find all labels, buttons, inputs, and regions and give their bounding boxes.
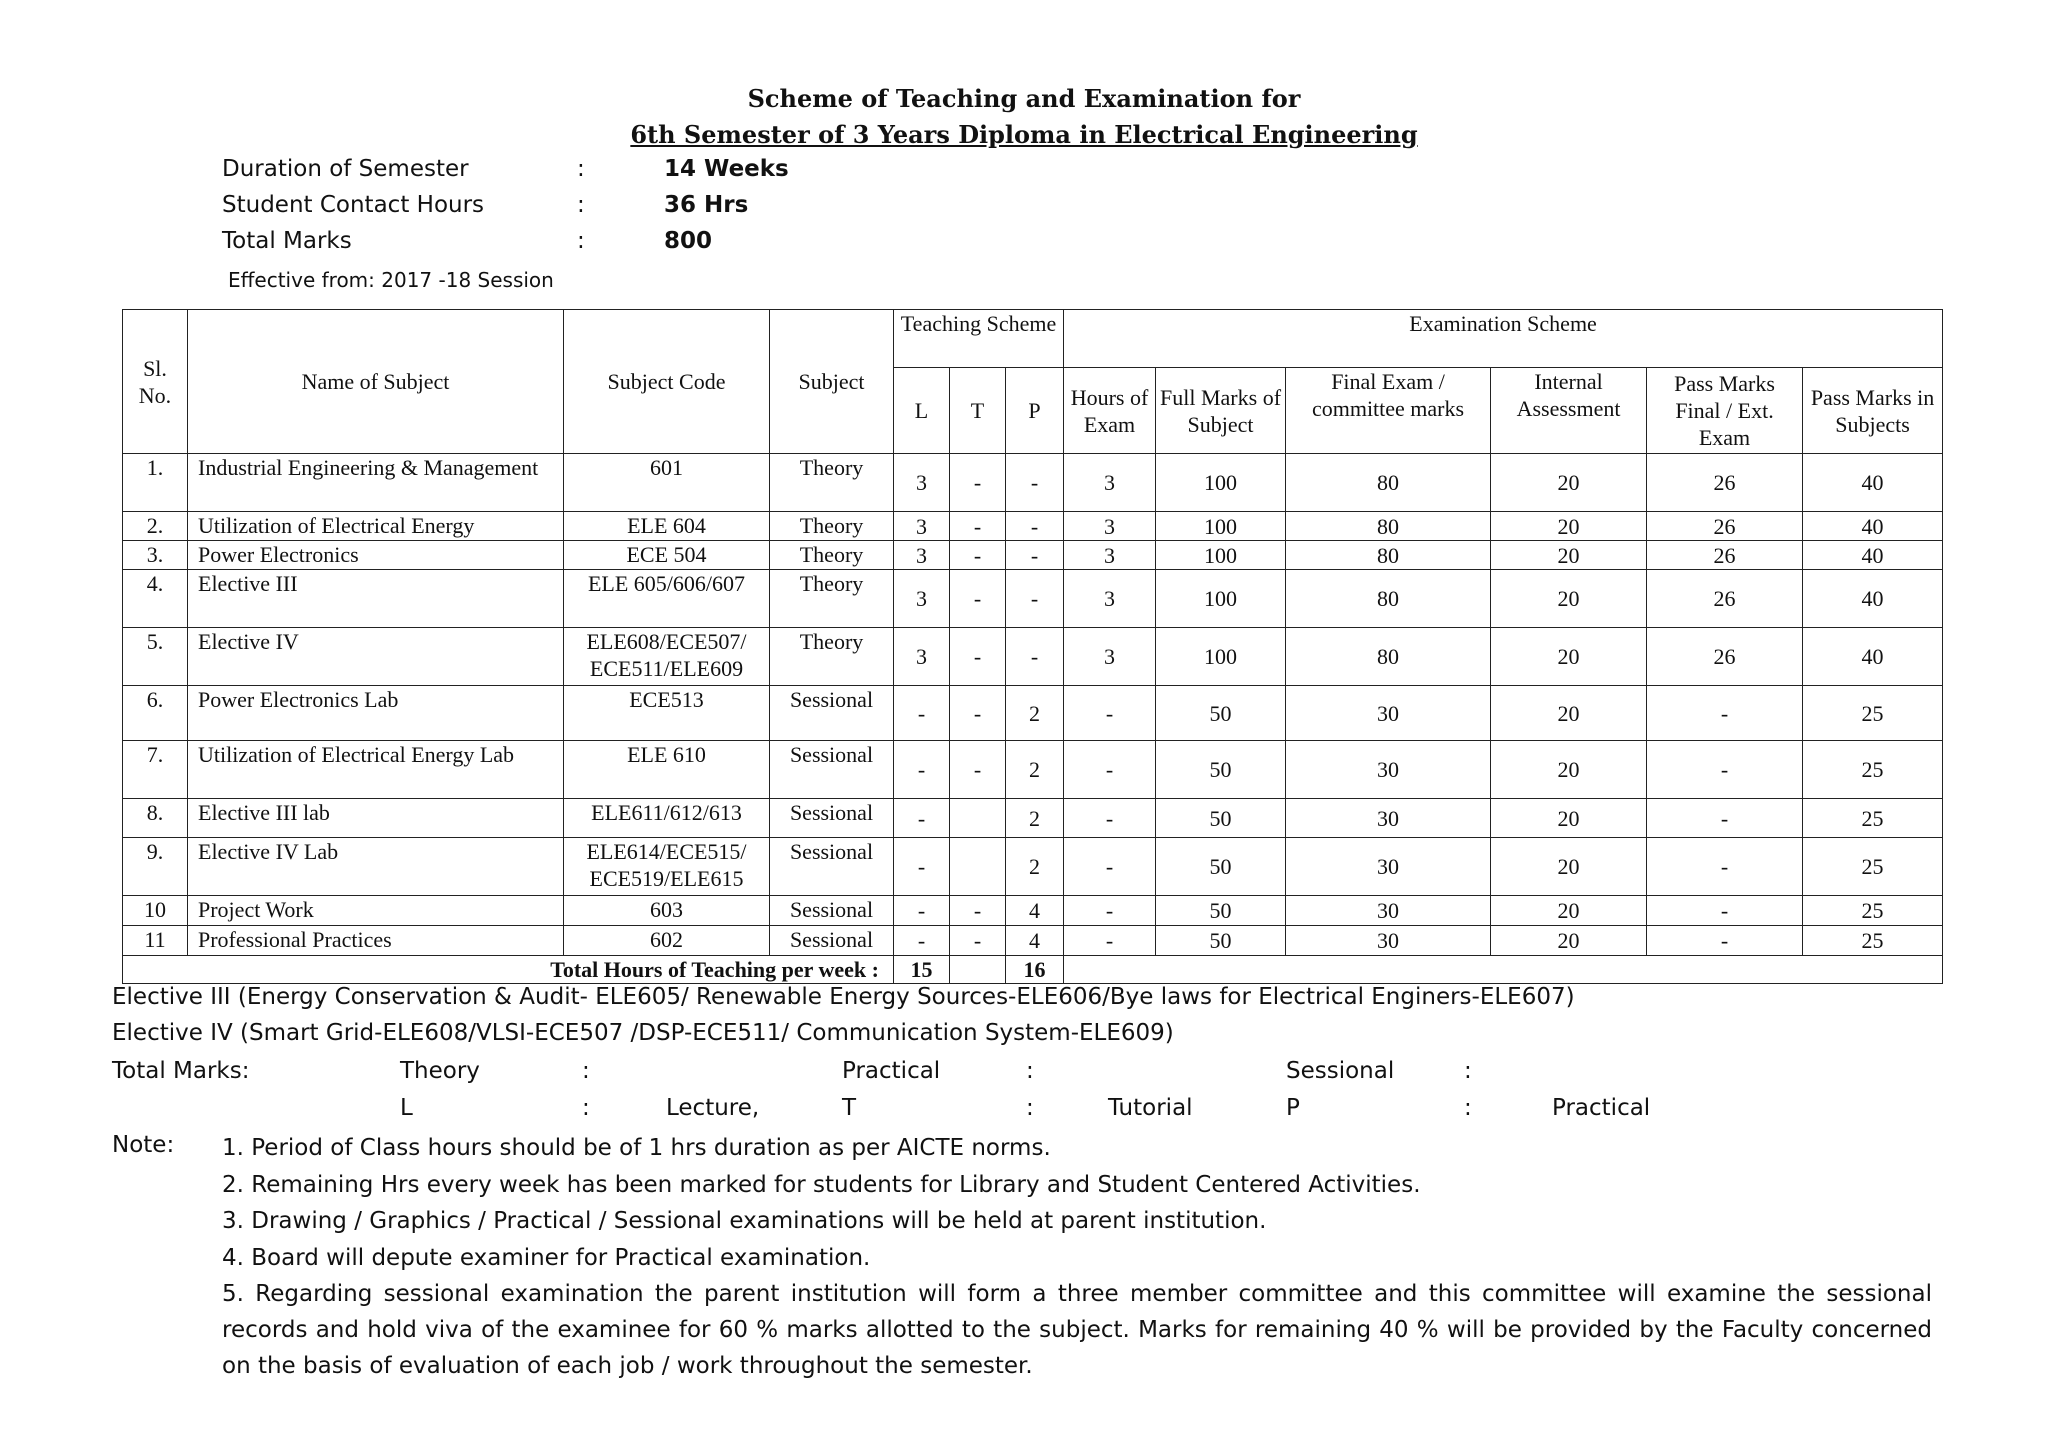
- header-p: P: [1006, 368, 1064, 454]
- cell-internal: 20: [1491, 541, 1647, 570]
- total-marks-sessional: Sessional: [1286, 1058, 1395, 1084]
- cell-pass-final: -: [1647, 799, 1803, 838]
- abbr-tutorial: Tutorial: [1108, 1095, 1193, 1121]
- cell-final: 30: [1286, 838, 1491, 896]
- note-item-4: 4. Board will depute examiner for Practical examination.: [222, 1245, 871, 1271]
- header-examination-scheme: Examination Scheme: [1064, 310, 1943, 368]
- meta-label: Total Marks: [222, 228, 352, 254]
- cell-t: -: [950, 454, 1006, 512]
- cell-full-marks: 50: [1156, 741, 1286, 799]
- cell-pass-subject: 40: [1803, 628, 1943, 686]
- cell-hours: 3: [1064, 454, 1156, 512]
- document-subtitle: 6th Semester of 3 Years Diploma in Electrical Engineering: [630, 120, 1418, 149]
- cell-l: -: [894, 838, 950, 896]
- cell-pass-subject: 25: [1803, 838, 1943, 896]
- cell-subject: Sessional: [770, 686, 894, 741]
- cell-internal: 20: [1491, 454, 1647, 512]
- cell-final: 30: [1286, 896, 1491, 926]
- cell-code: ELE 605/606/607: [564, 570, 770, 628]
- cell-pass-subject: 25: [1803, 799, 1943, 838]
- cell-subject: Theory: [770, 541, 894, 570]
- cell-final: 30: [1286, 799, 1491, 838]
- cell-pass-subject: 25: [1803, 896, 1943, 926]
- total-empty: [1064, 956, 1943, 984]
- abbr-l: L: [400, 1095, 413, 1121]
- cell-internal: 20: [1491, 628, 1647, 686]
- cell-p: 2: [1006, 838, 1064, 896]
- table-row: [123, 799, 1943, 838]
- cell-t: -: [950, 926, 1006, 956]
- cell-hours: -: [1064, 896, 1156, 926]
- cell-full-marks: 100: [1156, 512, 1286, 541]
- abbr-colon: :: [582, 1095, 590, 1121]
- table-body: [123, 454, 1943, 984]
- header-final-exam: Final Exam / committee marks: [1286, 368, 1491, 454]
- table-row: [123, 512, 1943, 541]
- header-full-marks: Full Marks of Subject: [1156, 368, 1286, 454]
- abbr-practical: Practical: [1552, 1095, 1651, 1121]
- cell-code: 603: [564, 896, 770, 926]
- total-marks-colon: :: [582, 1058, 590, 1084]
- cell-t: -: [950, 686, 1006, 741]
- cell-final: 80: [1286, 570, 1491, 628]
- abbr-colon: :: [1464, 1095, 1472, 1121]
- cell-pass-final: 26: [1647, 628, 1803, 686]
- cell-p: 2: [1006, 741, 1064, 799]
- header-hours-of-exam: Hours of Exam: [1064, 368, 1156, 454]
- cell-final: 80: [1286, 628, 1491, 686]
- cell-final: 30: [1286, 926, 1491, 956]
- elective-iv-legend: Elective IV (Smart Grid-ELE608/VLSI-ECE507 /DSP-ECE511/ Communication System-ELE609): [112, 1020, 1174, 1046]
- cell-internal: 20: [1491, 799, 1647, 838]
- header-subject: Subject: [770, 310, 894, 454]
- cell-p: -: [1006, 541, 1064, 570]
- cell-l: 3: [894, 628, 950, 686]
- total-marks-theory: Theory: [400, 1058, 480, 1084]
- cell-sl: 11: [123, 926, 188, 956]
- cell-name: Professional Practices: [188, 926, 564, 956]
- table-row: [123, 741, 1943, 799]
- cell-full-marks: 50: [1156, 896, 1286, 926]
- cell-internal: 20: [1491, 570, 1647, 628]
- meta-label: Duration of Semester: [222, 156, 469, 182]
- cell-internal: 20: [1491, 686, 1647, 741]
- note-item-3: 3. Drawing / Graphics / Practical / Sessional examinations will be held at parent institution.: [222, 1208, 1267, 1234]
- cell-sl: 7.: [123, 741, 188, 799]
- cell-sl: 9.: [123, 838, 188, 896]
- cell-full-marks: 50: [1156, 926, 1286, 956]
- cell-pass-final: -: [1647, 741, 1803, 799]
- header-internal-assessment: Internal Assessment: [1491, 368, 1647, 454]
- cell-l: 3: [894, 541, 950, 570]
- header-subject-code: Subject Code: [564, 310, 770, 454]
- table-row: [123, 838, 1943, 896]
- cell-code: ELE611/612/613: [564, 799, 770, 838]
- table-row: [123, 628, 1943, 686]
- cell-t: -: [950, 512, 1006, 541]
- cell-p: 2: [1006, 799, 1064, 838]
- cell-pass-final: -: [1647, 686, 1803, 741]
- cell-code: ELE 610: [564, 741, 770, 799]
- meta-value: 36 Hrs: [664, 192, 749, 218]
- cell-hours: -: [1064, 799, 1156, 838]
- meta-colon: :: [577, 192, 585, 218]
- cell-name: Power Electronics: [188, 541, 564, 570]
- cell-pass-subject: 25: [1803, 926, 1943, 956]
- cell-pass-final: 26: [1647, 570, 1803, 628]
- cell-l: -: [894, 686, 950, 741]
- cell-l: 3: [894, 512, 950, 541]
- cell-sl: 2.: [123, 512, 188, 541]
- cell-full-marks: 100: [1156, 628, 1286, 686]
- total-marks-colon: :: [1464, 1058, 1472, 1084]
- total-row: [123, 956, 1943, 984]
- total-marks-colon: :: [1026, 1058, 1034, 1084]
- table-row: [123, 686, 1943, 741]
- cell-name: Power Electronics Lab: [188, 686, 564, 741]
- cell-pass-subject: 40: [1803, 454, 1943, 512]
- cell-full-marks: 100: [1156, 541, 1286, 570]
- total-l: 15: [894, 956, 950, 984]
- cell-pass-subject: 40: [1803, 541, 1943, 570]
- header-t: T: [950, 368, 1006, 454]
- cell-sl: 4.: [123, 570, 188, 628]
- abbr-lecture: Lecture,: [666, 1095, 760, 1121]
- cell-final: 30: [1286, 686, 1491, 741]
- cell-name: Elective III lab: [188, 799, 564, 838]
- cell-code: ECE513: [564, 686, 770, 741]
- cell-l: 3: [894, 454, 950, 512]
- cell-code: ELE 604: [564, 512, 770, 541]
- cell-l: -: [894, 896, 950, 926]
- cell-pass-final: -: [1647, 896, 1803, 926]
- table-row: [123, 926, 1943, 956]
- total-t: [950, 956, 1006, 984]
- cell-pass-subject: 25: [1803, 686, 1943, 741]
- cell-code: ELE608/ECE507/ ECE511/ELE609: [564, 628, 770, 686]
- cell-sl: 5.: [123, 628, 188, 686]
- cell-full-marks: 100: [1156, 454, 1286, 512]
- cell-subject: Sessional: [770, 838, 894, 896]
- cell-hours: 3: [1064, 570, 1156, 628]
- elective-iii-legend: Elective III (Energy Conservation & Audit- ELE605/ Renewable Energy Sources-ELE606/Bye laws for Electrical Enginers-ELE607): [112, 984, 1575, 1010]
- cell-subject: Theory: [770, 454, 894, 512]
- cell-code: 602: [564, 926, 770, 956]
- cell-name: Industrial Engineering & Management: [188, 454, 564, 512]
- meta-value: 800: [664, 228, 713, 254]
- total-label: Total Hours of Teaching per week :: [123, 956, 894, 984]
- cell-p: -: [1006, 454, 1064, 512]
- note-item-1: 1. Period of Class hours should be of 1 hrs duration as per AICTE norms.: [222, 1135, 1051, 1161]
- meta-value: 14 Weeks: [664, 156, 789, 182]
- cell-pass-subject: 25: [1803, 741, 1943, 799]
- notes-label: Note:: [112, 1132, 175, 1158]
- total-marks-label: Total Marks:: [112, 1058, 250, 1084]
- cell-name: Elective III: [188, 570, 564, 628]
- table-row: [123, 570, 1943, 628]
- cell-hours: -: [1064, 838, 1156, 896]
- cell-sl: 8.: [123, 799, 188, 838]
- cell-full-marks: 50: [1156, 799, 1286, 838]
- abbr-p: P: [1286, 1095, 1300, 1121]
- cell-t: -: [950, 896, 1006, 926]
- cell-t: -: [950, 541, 1006, 570]
- cell-pass-final: -: [1647, 838, 1803, 896]
- cell-pass-final: 26: [1647, 454, 1803, 512]
- cell-pass-final: 26: [1647, 541, 1803, 570]
- abbr-t: T: [842, 1095, 857, 1121]
- cell-pass-final: 26: [1647, 512, 1803, 541]
- abbr-colon: :: [1026, 1095, 1034, 1121]
- effective-from: Effective from: 2017 -18 Session: [228, 268, 554, 292]
- cell-hours: -: [1064, 926, 1156, 956]
- meta-colon: :: [577, 156, 585, 182]
- cell-l: -: [894, 926, 950, 956]
- cell-pass-final: -: [1647, 926, 1803, 956]
- cell-sl: 3.: [123, 541, 188, 570]
- header-name-of-subject: Name of Subject: [188, 310, 564, 454]
- cell-sl: 10: [123, 896, 188, 926]
- cell-hours: -: [1064, 686, 1156, 741]
- cell-t: [950, 799, 1006, 838]
- cell-l: -: [894, 799, 950, 838]
- table-row: [123, 896, 1943, 926]
- cell-p: 4: [1006, 896, 1064, 926]
- cell-t: -: [950, 628, 1006, 686]
- cell-hours: 3: [1064, 512, 1156, 541]
- cell-final: 30: [1286, 741, 1491, 799]
- cell-pass-subject: 40: [1803, 570, 1943, 628]
- cell-subject: Sessional: [770, 741, 894, 799]
- cell-name: Utilization of Electrical Energy: [188, 512, 564, 541]
- table-row: [123, 454, 1943, 512]
- meta-colon: :: [577, 228, 585, 254]
- cell-sl: 6.: [123, 686, 188, 741]
- cell-p: -: [1006, 628, 1064, 686]
- cell-internal: 20: [1491, 896, 1647, 926]
- cell-subject: Sessional: [770, 799, 894, 838]
- cell-subject: Theory: [770, 628, 894, 686]
- cell-internal: 20: [1491, 512, 1647, 541]
- cell-internal: 20: [1491, 838, 1647, 896]
- cell-sl: 1.: [123, 454, 188, 512]
- cell-t: [950, 838, 1006, 896]
- meta-label: Student Contact Hours: [222, 192, 485, 218]
- cell-internal: 20: [1491, 741, 1647, 799]
- cell-subject: Sessional: [770, 926, 894, 956]
- cell-p: -: [1006, 570, 1064, 628]
- cell-full-marks: 50: [1156, 686, 1286, 741]
- cell-hours: 3: [1064, 628, 1156, 686]
- header-teaching-scheme: Teaching Scheme: [894, 310, 1064, 368]
- cell-p: 2: [1006, 686, 1064, 741]
- cell-full-marks: 50: [1156, 838, 1286, 896]
- document-title: Scheme of Teaching and Examination for: [747, 84, 1301, 113]
- cell-p: -: [1006, 512, 1064, 541]
- cell-code: ELE614/ECE515/ ECE519/ELE615: [564, 838, 770, 896]
- header-pass-marks-final: Pass Marks Final / Ext. Exam: [1647, 368, 1803, 454]
- cell-full-marks: 100: [1156, 570, 1286, 628]
- cell-p: 4: [1006, 926, 1064, 956]
- note-item-5: 5. Regarding sessional examination the parent institution will form a three member committee and this committee will examine the sessional records and hold viva of the examinee for 60 % marks allotted to the subject. Marks for remaining 40 % will be provided by the Faculty concerned on the basis of evaluation of each job / work throughout the semester.: [222, 1281, 1932, 1379]
- cell-final: 80: [1286, 541, 1491, 570]
- cell-name: Elective IV Lab: [188, 838, 564, 896]
- table-row: [123, 541, 1943, 570]
- cell-final: 80: [1286, 454, 1491, 512]
- cell-name: Project Work: [188, 896, 564, 926]
- scheme-table: [122, 309, 1943, 984]
- cell-t: -: [950, 741, 1006, 799]
- cell-hours: -: [1064, 741, 1156, 799]
- note-item-2: 2. Remaining Hrs every week has been marked for students for Library and Student Centered Activities.: [222, 1172, 1421, 1198]
- header-pass-marks-subjects: Pass Marks in Subjects: [1803, 368, 1943, 454]
- cell-hours: 3: [1064, 541, 1156, 570]
- cell-subject: Theory: [770, 512, 894, 541]
- cell-l: -: [894, 741, 950, 799]
- cell-subject: Theory: [770, 570, 894, 628]
- cell-code: ECE 504: [564, 541, 770, 570]
- cell-final: 80: [1286, 512, 1491, 541]
- total-p: 16: [1006, 956, 1064, 984]
- header-l: L: [894, 368, 950, 454]
- total-marks-practical: Practical: [842, 1058, 941, 1084]
- header-sl-no: Sl. No.: [123, 310, 188, 454]
- cell-subject: Sessional: [770, 896, 894, 926]
- cell-name: Utilization of Electrical Energy Lab: [188, 741, 564, 799]
- cell-internal: 20: [1491, 926, 1647, 956]
- cell-name: Elective IV: [188, 628, 564, 686]
- cell-t: -: [950, 570, 1006, 628]
- cell-code: 601: [564, 454, 770, 512]
- cell-l: 3: [894, 570, 950, 628]
- cell-pass-subject: 40: [1803, 512, 1943, 541]
